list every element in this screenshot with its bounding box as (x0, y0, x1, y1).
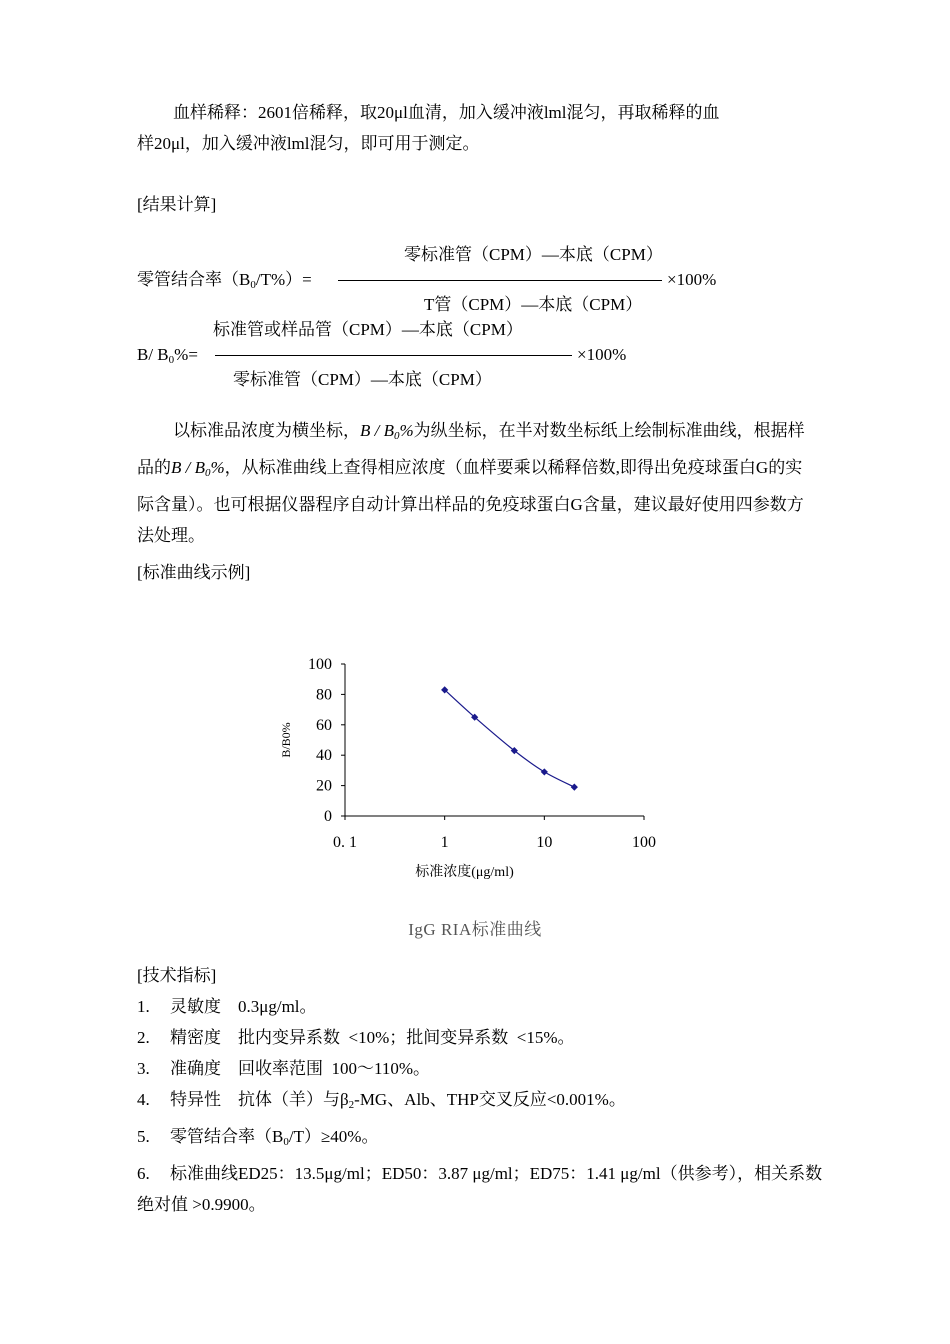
chart-title: IgG RIA标准曲线 (408, 920, 542, 939)
list-item: 2. 精密度 批内变异系数 <10%；批间变异系数 <15%。 (137, 1028, 575, 1047)
formula1-numerator: 零标准管（CPM）—本底（CPM） (404, 245, 663, 264)
calc-header: [结果计算] (137, 195, 217, 214)
x-tick-label: 0. 1 (333, 834, 357, 851)
formula2-numerator: 标准管或样品管（CPM）—本底（CPM） (213, 320, 523, 339)
y-tick-label: 40 (316, 747, 332, 765)
formula2-label: B/ $B_0\%=$ (137, 345, 198, 366)
y-axis-label: B/B0% (279, 722, 293, 758)
chart-y-ticks (308, 656, 345, 825)
series-curve-line (445, 690, 575, 787)
x-tick-label: 1 (440, 834, 449, 851)
y-tick-label: 0 (324, 808, 332, 825)
dilution-line-2: 样20μl，加入缓冲液lml混匀，即可用于测定。 (137, 134, 480, 153)
list-item: 3. 准确度 回收率范围 100～110%。 (137, 1059, 431, 1078)
y-tick-label: 80 (316, 686, 332, 704)
list-item: 1. 灵敏度 0.3μg/ml。 (137, 997, 317, 1016)
list-item: 6. 标准曲线ED25：13.5μg/ml；ED50：3.87 μg/ml；ED75：1.41 μg/ml（供参考），相关系数绝对值 >0.9900。 (137, 1164, 823, 1214)
y-tick-label: 100 (308, 656, 332, 673)
chart-x-ticks (333, 816, 656, 851)
dilution-line-1: 血样稀释：2601倍稀释，取20μl血清，加入缓冲液lml混匀，再取稀释的血 (173, 103, 720, 122)
data-point (541, 768, 548, 775)
y-tick-label: 60 (316, 716, 332, 734)
tech-header: [技术指标] (137, 966, 217, 985)
chart-axes (345, 664, 644, 816)
standard-curve-chart (270, 650, 670, 890)
dilution-paragraph (137, 97, 817, 159)
chart-points (441, 686, 578, 790)
tech-list (137, 991, 827, 1220)
formula1-fraction-bar (338, 280, 662, 281)
formula1-denominator: T管（CPM）—本底（CPM） (424, 295, 643, 314)
y-tick-label: 20 (316, 777, 332, 795)
data-point (571, 784, 578, 791)
formula1-multiplier: ×100% (667, 270, 717, 289)
list-item: 4. 特异性 抗体（羊）与$\beta_2-MG$、Alb、THP交叉反应<0.001%。 (137, 1090, 626, 1111)
formula2-denominator: 零标准管（CPM）—本底（CPM） (233, 370, 492, 389)
explanation-paragraph: 以标准品浓度为横坐标，B / $B_0\%$为纵坐标，在半对数坐标纸上绘制标准曲线，根据样品的B / $B_0\%$，从标准曲线上查得相应浓度（血样要乘以稀释倍数,即得出免疫球蛋白G的实际含量）。也可根据仪器程序自动计算出样品的免疫球蛋白G含量，建议最好使用四参数方法处理。 (137, 421, 805, 545)
curve-header: [标准曲线示例] (137, 563, 251, 582)
x-tick-label: 100 (632, 834, 656, 851)
chart-svg (270, 650, 670, 890)
x-tick-label: 10 (536, 834, 553, 851)
formula2-multiplier: ×100% (577, 345, 627, 364)
formula2-fraction-bar (215, 355, 572, 356)
formula1-label: 零管结合率$(B_0/T\%)=$ (137, 270, 312, 291)
list-item: 5. 零管结合率$(B_0/T)\ge 40\%$。 (137, 1127, 379, 1148)
x-axis-label: 标准浓度(μg/ml) (415, 865, 514, 880)
